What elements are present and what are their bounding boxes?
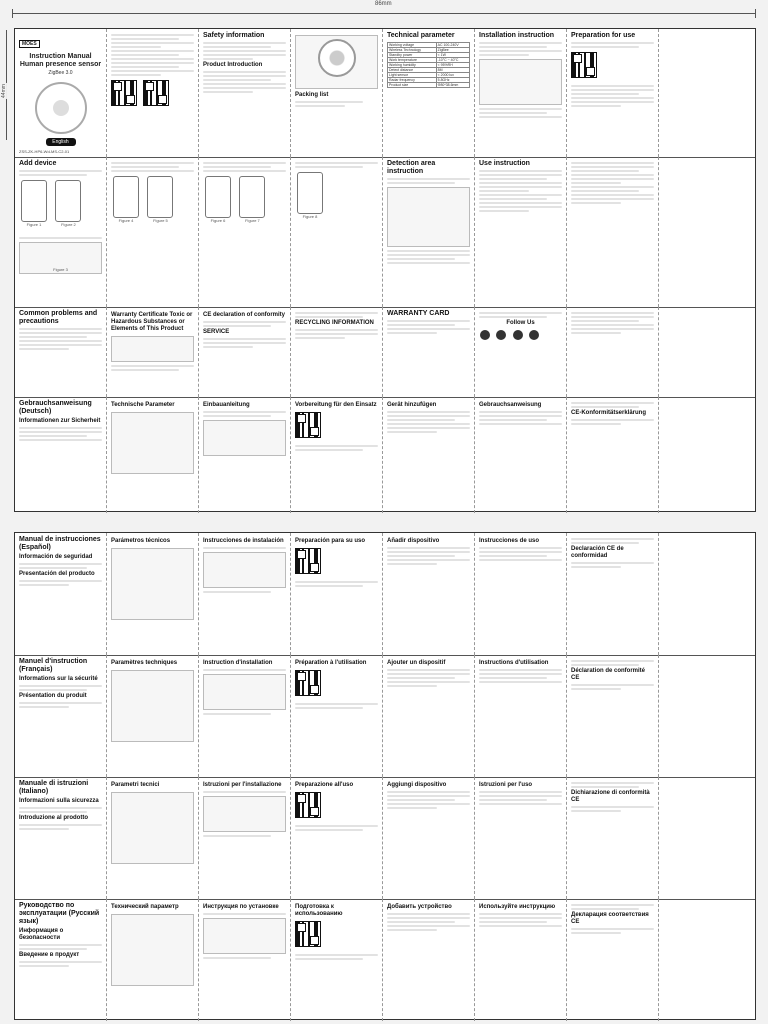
qr-code-icon — [143, 80, 169, 106]
tech-param-value: -10°C ~ 40°C — [436, 58, 469, 63]
russian-prep-heading: Подготовка к использованию — [295, 904, 343, 917]
russian-intro-heading: Введение в продукт — [19, 952, 80, 958]
app-screenshot: Figure 5 — [147, 176, 173, 218]
section-heading-packing: Packing list — [295, 92, 329, 98]
app-screenshot: Figure 8 — [297, 172, 323, 214]
tech-param-value: ZigBee — [436, 48, 469, 53]
tech-param-name: Standby power — [388, 53, 437, 58]
product-code: ZSS-ZK-HP6-Wd-MS-C2-01 — [19, 149, 70, 154]
tech-param-name: Light sensor — [388, 73, 437, 78]
german-ce-heading: CE-Konformitätserklärung — [571, 410, 647, 416]
italian-prep-heading: Preparazione all'uso — [295, 782, 354, 788]
add-device-steps-panel — [291, 157, 383, 307]
german-install-heading: Einbauanleitung — [203, 402, 250, 408]
placeholder-panel — [659, 157, 755, 307]
tech-param-name: Working humidity — [388, 63, 437, 68]
rohs-panel — [107, 307, 199, 397]
app-screenshot: Figure 4 — [113, 176, 139, 218]
placeholder-panel — [659, 899, 755, 1021]
french-add-heading: Ajouter un dispositif — [387, 660, 446, 666]
italian-row — [15, 777, 755, 900]
italian-ce-heading: Dichiarazione di conformità CE — [571, 790, 650, 803]
add-device-steps-panel — [199, 157, 291, 307]
russian-add-heading: Добавить устройство — [387, 904, 452, 910]
manual-sheet-multilingual — [14, 532, 756, 1020]
tech-param-value: Φ80*38.6mm — [436, 83, 469, 88]
app-screenshot: Figure 2 — [55, 180, 81, 222]
section-heading-warranty: WARRANTY CARD — [387, 310, 450, 317]
spanish-row — [15, 533, 755, 656]
brand-logo: MOES — [19, 40, 40, 48]
french-use-heading: Instructions d'utilisation — [479, 660, 549, 666]
tech-param-value: 8M — [436, 68, 469, 73]
width-dimension-label: 86mm — [372, 1, 395, 7]
italian-intro-heading: Introduzione al prodotto — [19, 815, 88, 821]
instagram-icon[interactable] — [496, 330, 506, 340]
tech-param-name: Work temperature — [388, 58, 437, 63]
add-device-steps-panel — [107, 157, 199, 307]
cover-panel — [15, 29, 107, 157]
section-heading-rohs: Warranty Certificate Toxic or Hazardous Substances or Elements of This Product — [111, 312, 193, 332]
placeholder-panel — [659, 307, 755, 397]
german-safety-heading: Informationen zur Sicherheit — [19, 418, 101, 424]
tech-param-value: 5.8GHz — [436, 78, 469, 83]
german-add-heading: Gerät hinzufügen — [387, 402, 437, 408]
qr-code-icon — [295, 921, 321, 947]
tech-parameter-table — [111, 412, 194, 474]
spanish-intro-heading: Presentación del producto — [19, 571, 95, 577]
qr-code-icon — [295, 792, 321, 818]
tech-parameter-table — [111, 792, 194, 864]
width-dimension-marker — [0, 0, 768, 24]
french-prep-heading: Préparation à l'utilisation — [295, 660, 367, 666]
app-screenshot: Figure 7 — [239, 176, 265, 218]
placeholder-panel — [659, 655, 755, 777]
tech-param-name: Detect distance — [388, 68, 437, 73]
tech-parameter-table — [111, 914, 194, 986]
sensor-product-image — [35, 82, 87, 134]
section-heading-problems: Common problems and precautions — [19, 310, 98, 325]
spanish-manual-heading: Manual de instrucciones (Español) — [19, 536, 101, 551]
youtube-icon[interactable] — [529, 330, 539, 340]
german-use-panel — [475, 397, 567, 513]
tech-parameter-table — [111, 670, 194, 742]
german-manual-heading: Gebrauchsanweisung (Deutsch) — [19, 400, 92, 415]
german-use-heading: Gebrauchsanweisung — [479, 402, 542, 408]
install-diagram — [203, 420, 286, 456]
follow-panel — [475, 307, 567, 397]
french-install-heading: Instruction d'installation — [203, 660, 273, 666]
spanish-ce-heading: Declaración CE de conformidad — [571, 546, 624, 559]
warranty-panel — [383, 307, 475, 397]
cover-title: Instruction Manual Human presence sensor — [19, 53, 102, 68]
spanish-prep-heading: Preparación para su uso — [295, 538, 366, 544]
section-heading-recycling: RECYCLING INFORMATION — [295, 320, 374, 326]
sheet-a-row-3 — [15, 307, 755, 398]
italian-safety-heading: Informazioni sulla sicurezza — [19, 798, 99, 804]
use-panel — [475, 157, 567, 307]
placeholder-panel — [659, 777, 755, 899]
safety-panel — [199, 29, 291, 157]
section-heading-prep: Preparation for use — [571, 32, 636, 39]
app-screenshot: Figure 6 — [205, 176, 231, 218]
spanish-safety-heading: Información de seguridad — [19, 554, 93, 560]
spanish-install-heading: Instrucciones de instalación — [203, 538, 284, 544]
tech-param-name: Radar frequency — [388, 78, 437, 83]
install-diagram — [479, 59, 562, 105]
section-heading-safety: Safety information — [203, 32, 265, 39]
recycling-panel — [291, 307, 383, 397]
russian-use-heading: Используйте инструкцию — [479, 904, 556, 910]
problems-panel — [15, 307, 107, 397]
tech-param-name: Product size — [388, 83, 437, 88]
russian-row — [15, 899, 755, 1021]
facebook-icon[interactable] — [480, 330, 490, 340]
install-panel — [475, 29, 567, 157]
tech-param-value: < 1W — [436, 53, 469, 58]
tech-param-name: Wireless Technology — [388, 48, 437, 53]
use-panel-continued — [567, 157, 659, 307]
cover-subtitle: ZigBee 3.0 — [48, 70, 73, 76]
russian-ce-heading: Декларация соответствия CE — [571, 912, 649, 925]
russian-install-heading: Инструкция по установке — [203, 904, 279, 910]
french-ce-heading: Déclaration de conformité CE — [571, 668, 646, 681]
italian-use-heading: Istruzioni per l'uso — [479, 782, 533, 788]
tech-table-row — [388, 83, 470, 88]
section-heading-install: Installation instruction — [479, 32, 555, 39]
sheet-a-row-4-german — [15, 397, 755, 513]
italian-manual-heading: Manuale di istruzioni (Italiano) — [19, 780, 89, 795]
qr-code-icon — [295, 670, 321, 696]
qr-code-icon — [111, 80, 137, 106]
german-manual-panel — [15, 397, 107, 513]
spanish-use-heading: Instrucciones de uso — [479, 538, 540, 544]
placeholder-panel — [659, 29, 755, 157]
french-manual-heading: Manuel d'instruction (Français) — [19, 658, 88, 673]
placeholder-panel — [659, 533, 755, 655]
russian-safety-heading: Информация о безопасности — [19, 928, 64, 941]
german-install-panel — [199, 397, 291, 513]
french-row — [15, 655, 755, 778]
tech-panel — [383, 29, 475, 157]
section-heading-ce: CE declaration of conformity — [203, 312, 286, 318]
hazardous-substance-table — [111, 336, 194, 362]
twitter-icon[interactable] — [513, 330, 523, 340]
app-download-panel — [107, 29, 199, 157]
height-dimension-label: 44mm — [0, 84, 7, 98]
german-tech-panel — [107, 397, 199, 513]
qr-code-icon — [295, 548, 321, 574]
russian-manual-heading: Руководство по эксплуатации (Русский язык) — [19, 902, 100, 925]
language-badge: English — [46, 138, 76, 146]
section-heading-product-intro: Product Introduction — [203, 62, 263, 68]
section-heading-detection: Detection area instruction — [387, 160, 436, 175]
detection-area-diagram — [387, 187, 470, 247]
spanish-tech-heading: Parámetros técnicos — [111, 538, 171, 544]
app-screenshot: Figure 1 — [21, 180, 47, 222]
placeholder-panel — [659, 397, 755, 513]
german-prep-heading: Vorbereitung für den Einsatz — [295, 402, 377, 408]
tech-param-value: < 2000 lux — [436, 73, 469, 78]
sensor-diagram — [295, 35, 378, 89]
device-diagram: Figure 3 — [19, 242, 102, 274]
german-prep-panel — [291, 397, 383, 513]
manual-sheet-english — [14, 28, 756, 512]
follow-us-label: Follow Us — [506, 320, 535, 326]
prep-panel — [567, 29, 659, 157]
german-ce-panel — [567, 397, 659, 513]
section-heading-service: SERVICE — [203, 329, 230, 335]
contact-panel — [567, 307, 659, 397]
ce-panel — [199, 307, 291, 397]
install-diagram — [203, 796, 286, 832]
tech-param-value: AC 100-240V — [436, 43, 469, 48]
sheet-a-row-1 — [15, 29, 755, 158]
install-diagram — [203, 552, 286, 588]
install-diagram — [203, 918, 286, 954]
packing-panel — [291, 29, 383, 157]
german-tech-heading: Technische Parameter — [111, 402, 175, 408]
italian-tech-heading: Parametri tecnici — [111, 782, 160, 788]
sheet-a-row-2 — [15, 157, 755, 308]
italian-install-heading: Istruzioni per l'installazione — [203, 782, 282, 788]
add-device-panel — [15, 157, 107, 307]
install-diagram — [203, 674, 286, 710]
tech-param-name: Working voltage — [388, 43, 437, 48]
qr-code-icon — [295, 412, 321, 438]
french-intro-heading: Présentation du produit — [19, 693, 87, 699]
spanish-add-heading: Añadir dispositivo — [387, 538, 440, 544]
russian-tech-heading: Технический параметр — [111, 904, 179, 910]
detection-panel — [383, 157, 475, 307]
section-heading-use: Use instruction — [479, 160, 530, 167]
tech-parameter-table — [111, 548, 194, 620]
french-safety-heading: Informations sur la sécurité — [19, 676, 98, 682]
french-tech-heading: Paramètres techniques — [111, 660, 178, 666]
sensor-illustration — [318, 39, 356, 77]
qr-code-icon — [571, 52, 597, 78]
italian-add-heading: Aggiungi dispositivo — [387, 782, 447, 788]
section-heading-add-device: Add device — [19, 160, 57, 167]
tech-parameter-table — [387, 42, 470, 88]
tech-param-value: < 95%RH — [436, 63, 469, 68]
height-dimension-marker — [0, 30, 12, 140]
section-heading-tech: Technical parameter — [387, 32, 455, 39]
german-add-panel — [383, 397, 475, 513]
